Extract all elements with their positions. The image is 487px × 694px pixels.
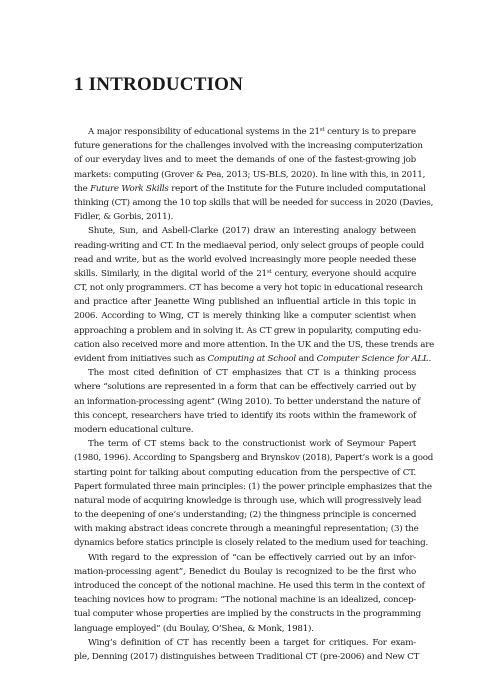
text-run: and practice after Jeanette Wing published an influential article in this topic in [74, 297, 416, 308]
text-line [74, 324, 422, 338]
text-line [74, 153, 416, 167]
text-run: report of the Institute for the Future included computational [168, 183, 426, 194]
text-line [74, 125, 416, 139]
text-run: The term of CT stems back to the constructionist work of Seymour Papert [88, 439, 416, 450]
text-line [74, 466, 416, 480]
italic-title: Computing at School [207, 354, 296, 364]
text-run: A major responsibility of educational systems in the 21 [88, 127, 320, 137]
text-run: mation-processing agent”, Benedict du Boulay is recognized to be the first who [74, 566, 416, 577]
paragraph [74, 366, 421, 437]
text-line [74, 636, 416, 650]
text-line [74, 451, 434, 465]
paragraph [74, 224, 435, 366]
text-line [74, 239, 425, 253]
text-run: evident from initiatives such as [74, 354, 208, 364]
text-run: skills. Similarly, in the digital world of the 21 [74, 268, 267, 279]
text-run: future generations for the challenges involved with the increasing computerization [74, 141, 423, 152]
paragraph [74, 125, 434, 224]
text-run: teaching novices how to program: “The notional machine is an idealized, concep- [74, 595, 416, 606]
text-line [74, 210, 416, 224]
text-run: language employed” (du Boulay, O’Shea, & Monk, 1981). [74, 623, 314, 634]
italic-title: Computer Science for ALL [316, 354, 429, 364]
text-run: read and write, but as the world evolved increasingly more people needed these [74, 254, 416, 265]
text-line [74, 409, 416, 423]
superscript: st [319, 127, 325, 133]
text-run: to the deepening of one’s understanding; (2) the thingness principle is concerned [74, 510, 417, 521]
text-line [74, 423, 416, 437]
text-line [74, 309, 416, 323]
text-run: The most cited definition of CT emphasizes that CT is a thinking process [88, 368, 416, 379]
text-run: (1980, 1996). According to Spangsberg and Brynskov (2018), Papert’s work is a good [74, 453, 434, 464]
text-line [74, 522, 419, 536]
text-run: with making abstract ideas concrete through a meaningful representation; (3) the [74, 524, 419, 535]
chapter-title: 1 INTRODUCTION [74, 74, 244, 95]
text-line [74, 267, 416, 281]
text-run: starting point for talking about computing education from the perspective of CT. [74, 467, 416, 478]
text-run: where “solutions are represented in a form that can be effectively carried out by [74, 382, 416, 393]
text-run: cation also received more and more attention. In the UK and the US, these trends are [74, 339, 435, 350]
text-line [74, 168, 426, 182]
text-run: thinking (CT) among the 10 top skills that will be needed for success in 2020 (Davies, [74, 197, 434, 208]
superscript: st [266, 268, 272, 275]
text-run: With regard to the expression of “can be effectively carried out by an infor- [88, 552, 416, 563]
text-run: natural mode of acquiring knowledge is through use, which will progressively lead [74, 495, 422, 506]
text-line [74, 196, 434, 210]
paragraph [74, 551, 425, 636]
text-run: 2006. According to Wing, CT is merely thinking like a computer scientist when [74, 311, 416, 322]
text-line [74, 437, 416, 451]
text-line [74, 352, 432, 366]
text-run: an information-processing agent” (Wing 2010). To better understand the nature of [74, 396, 421, 407]
text-run: markets: computing (Grover & Pea, 2013; US-BLS, 2020). In line with this, in 2011, [74, 169, 426, 180]
text-line [74, 182, 426, 196]
text-line [74, 139, 423, 153]
text-line [74, 508, 416, 522]
text-run: century, everyone should acquire [271, 268, 417, 279]
text-line [74, 380, 416, 394]
text-run: . [428, 354, 432, 364]
text-line [74, 281, 423, 295]
text-run: Fidler, & Gorbis, 2011). [74, 212, 174, 223]
text-run: century is to prepare [324, 127, 416, 137]
text-run: approaching a problem and in solving it. As CT grew in popularity, computing edu- [74, 325, 422, 336]
text-run: Papert formulated three main principles: (1) the power principle emphasizes that the [74, 481, 432, 492]
text-line [74, 536, 429, 550]
text-line [74, 395, 421, 409]
text-run: this concept, researchers have tried to identify its roots within the framework of [74, 410, 416, 421]
paragraph [74, 636, 420, 664]
text-line [74, 480, 432, 494]
text-line [74, 253, 416, 267]
text-run: tual computer whose properties are implied by the constructs in the programming [74, 609, 421, 620]
text-line [74, 551, 416, 565]
text-line [74, 607, 421, 621]
text-run: of our everyday lives and to meet the demands of one of the fastest-growing job [74, 155, 416, 166]
text-line [74, 579, 425, 593]
text-run: CT, not only programmers. CT has become a very hot topic in educational research [74, 283, 423, 294]
text-line [74, 224, 416, 238]
text-line [74, 593, 416, 607]
text-run: reading-writing and CT. In the mediaeval period, only select groups of people could [74, 240, 425, 251]
text-run: the [74, 183, 91, 194]
text-line [74, 494, 422, 508]
paragraph [74, 437, 434, 551]
text-line [74, 650, 420, 664]
text-run: ple, Denning (2017) distinguishes between Traditional CT (pre-2006) and New CT [74, 651, 420, 662]
text-run: modern educational culture. [74, 424, 194, 435]
text-line [74, 565, 416, 579]
body-text [74, 125, 435, 664]
text-line [74, 366, 416, 380]
text-run: dynamics before statics principle is closely related to the medium used for teaching. [74, 538, 429, 549]
text-run: introduced the concept of the notional machine. He used this term in the context of [74, 581, 425, 591]
italic-title: Future Work Skills [90, 183, 169, 194]
text-line [74, 622, 416, 636]
text-line [74, 295, 416, 309]
text-run: Shute, Sun, and Asbell-Clarke (2017) draw an interesting analogy between [88, 226, 416, 237]
text-line [74, 338, 435, 352]
text-run: and [295, 354, 317, 364]
text-run: Wing’s definition of CT has recently been a target for critiques. For exam- [88, 637, 416, 648]
